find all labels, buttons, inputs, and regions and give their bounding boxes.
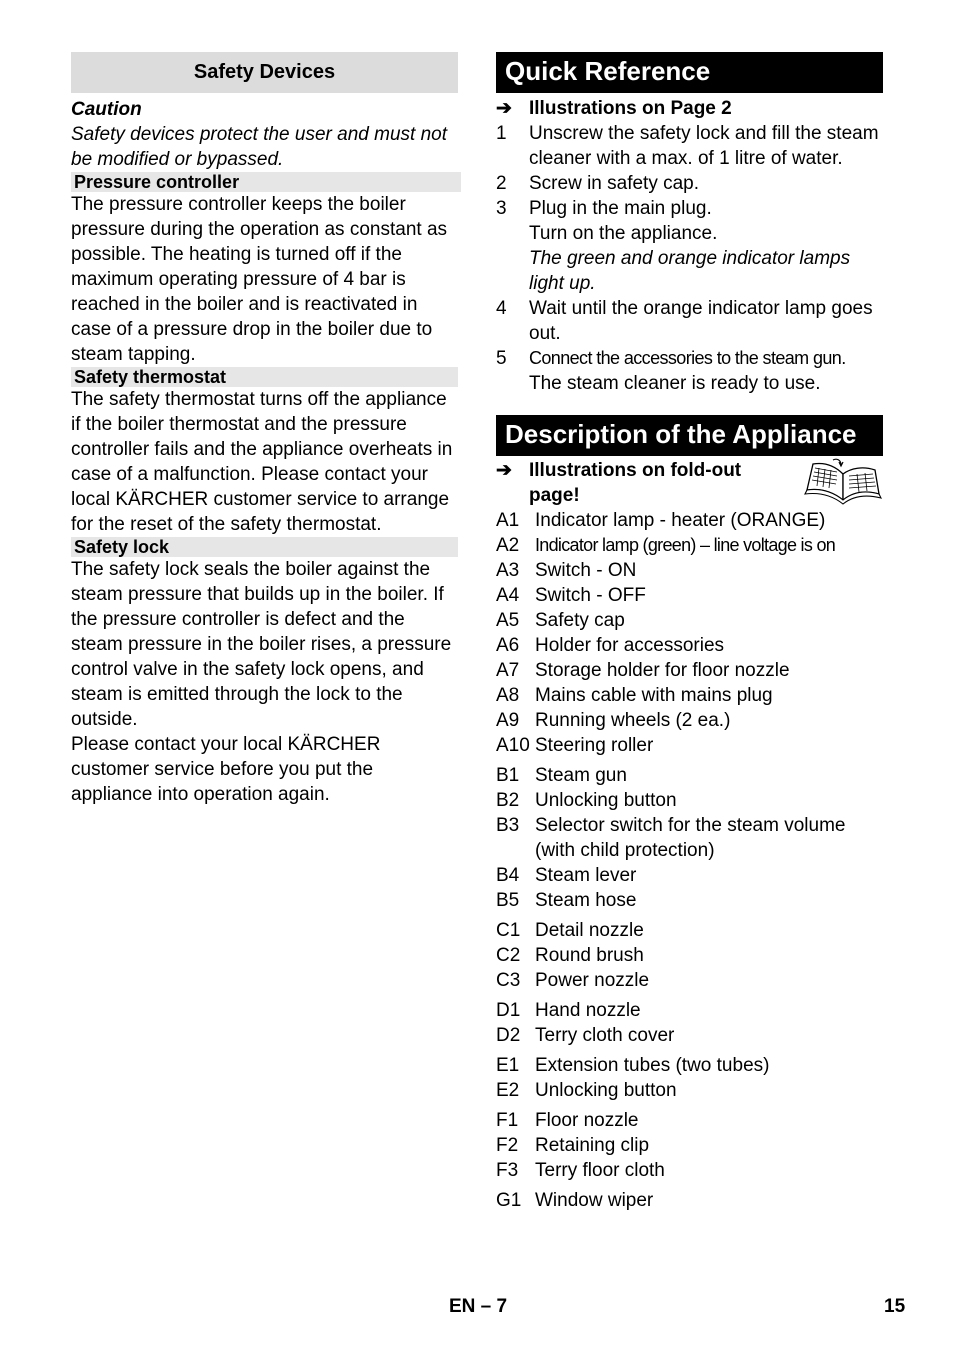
step-number: 3 (496, 198, 507, 219)
part-label: A3 (496, 560, 520, 581)
quick-step (496, 246, 883, 296)
part-label: A7 (496, 660, 520, 681)
step-text: The green and orange indicator lamps light up. (529, 248, 851, 294)
step-text: Turn on the appliance. (529, 223, 718, 244)
part-item (496, 658, 883, 683)
part-label: A1 (496, 510, 520, 531)
part-label: A10 (496, 735, 530, 756)
step-number: 5 (496, 348, 507, 369)
caution-block (71, 97, 458, 172)
step-text: Connect the accessories to the steam gun. (529, 348, 846, 368)
step-text: Screw in safety cap. (529, 173, 700, 194)
part-item (496, 558, 883, 583)
quick-steps-list (496, 121, 883, 396)
page-number: 15 (884, 1296, 906, 1317)
part-item (496, 863, 883, 888)
part-label: A9 (496, 710, 520, 731)
parts-group (496, 763, 883, 913)
part-label: D1 (496, 1000, 521, 1021)
step-number: 4 (496, 298, 507, 319)
part-item (496, 968, 883, 993)
parts-group (496, 1108, 883, 1183)
part-item (496, 683, 883, 708)
part-text: Running wheels (2 ea.) (535, 710, 731, 731)
step-text: Wait until the orange indicator lamp goes out. (529, 298, 873, 344)
part-label: A5 (496, 610, 520, 631)
part-item (496, 733, 883, 758)
part-text: Mains cable with mains plug (535, 685, 773, 706)
part-item (496, 1078, 883, 1103)
part-text: Steering roller (535, 735, 654, 756)
part-item (496, 708, 883, 733)
footer-language-page: EN – 7 (449, 1296, 508, 1317)
part-label: C2 (496, 945, 521, 966)
description-heading: Description of the Appliance (496, 415, 883, 456)
part-label: G1 (496, 1190, 522, 1211)
arrow-right-icon: ➔ (496, 460, 512, 481)
part-text: Holder for accessories (535, 635, 725, 656)
part-label: B2 (496, 790, 520, 811)
part-text: Retaining clip (535, 1135, 650, 1156)
safety-lock-text: The safety lock seals the boiler against the steam pressure that builds up in the boiler. If the pressure controller is defect and the steam pressure in the boiler rises, a pressure control valve in the safety lock opens, and steam is emitted through the lock to the outside. (71, 559, 452, 730)
part-text: Power nozzle (535, 970, 650, 991)
part-text: Terry cloth cover (535, 1025, 675, 1046)
part-item (496, 633, 883, 658)
part-label: C1 (496, 920, 521, 941)
part-text: Terry floor cloth (535, 1160, 665, 1181)
part-label: C3 (496, 970, 521, 991)
right-column (496, 52, 883, 1218)
part-item (496, 1108, 883, 1133)
step-number: 2 (496, 173, 507, 194)
part-text: Window wiper (535, 1190, 654, 1211)
quick-step (496, 171, 883, 196)
part-item (496, 918, 883, 943)
part-text: Steam hose (535, 890, 637, 911)
part-label: B4 (496, 865, 520, 886)
quick-illustrations-note: ➔ Illustrations on Page 2 (496, 98, 732, 119)
part-label: B1 (496, 765, 520, 786)
part-item (496, 608, 883, 633)
step-number: 1 (496, 123, 507, 144)
part-text: Hand nozzle (535, 1000, 641, 1021)
part-text: Steam lever (535, 865, 637, 886)
part-item (496, 813, 883, 863)
quick-step (496, 296, 883, 346)
part-text: Floor nozzle (535, 1110, 639, 1131)
part-item (496, 583, 883, 608)
safety-lock-heading: Safety lock (71, 537, 458, 557)
part-text: Unlocking button (535, 790, 677, 811)
part-item (496, 788, 883, 813)
quick-step (496, 221, 883, 246)
part-label: F2 (496, 1135, 519, 1156)
part-item (496, 888, 883, 913)
parts-group (496, 508, 883, 758)
part-text: Detail nozzle (535, 920, 644, 941)
open-book-icon (803, 456, 883, 508)
part-item (496, 508, 883, 533)
quick-reference-heading: Quick Reference (496, 52, 883, 93)
part-text: Switch - OFF (535, 585, 646, 606)
arrow-right-icon: ➔ (496, 98, 512, 119)
part-label: E2 (496, 1080, 520, 1101)
part-item (496, 998, 883, 1023)
quick-step (496, 346, 883, 371)
part-text: Round brush (535, 945, 644, 966)
part-label: D2 (496, 1025, 521, 1046)
part-label: F3 (496, 1160, 519, 1181)
part-item (496, 1053, 883, 1078)
part-label: A8 (496, 685, 520, 706)
safety-thermostat-heading: Safety thermostat (71, 367, 458, 387)
part-text: Storage holder for floor nozzle (535, 660, 790, 681)
part-item (496, 1023, 883, 1048)
part-text: Switch - ON (535, 560, 637, 581)
part-text: Indicator lamp - heater (ORANGE) (535, 510, 826, 531)
caution-title: Caution (71, 99, 142, 120)
part-text: Safety cap (535, 610, 625, 631)
part-label: F1 (496, 1110, 519, 1131)
safety-lock-contact-text: Please contact your local KÄRCHER customer service before you put the appliance into operation again. (71, 734, 381, 805)
part-item (496, 943, 883, 968)
part-text: Indicator lamp (green) – line voltage is on (535, 535, 836, 555)
part-label: B3 (496, 815, 520, 836)
description-illustrations-note: ➔ Illustrations on fold-out page! (496, 458, 883, 508)
part-item (496, 763, 883, 788)
parts-group (496, 1053, 883, 1103)
quick-step (496, 371, 883, 396)
caution-text: Safety devices protect the user and must not be modified or bypassed. (71, 124, 447, 170)
part-text: Extension tubes (two tubes) (535, 1055, 770, 1076)
part-item (496, 1158, 883, 1183)
parts-group (496, 998, 883, 1048)
description-parts-list (496, 508, 883, 1213)
part-item (496, 1188, 883, 1213)
safety-thermostat-text: The safety thermostat turns off the appliance if the boiler thermostat and the pressure controller fails and the appliance overheats in case of a malfunction. Please contact your local KÄRCHER customer service to arrange for the reset of the safety thermostat. (71, 389, 453, 535)
step-text: Unscrew the safety lock and fill the steam cleaner with a max. of 1 litre of water. (529, 123, 879, 169)
pressure-controller-text: The pressure controller keeps the boiler pressure during the operation as constant as possible. The heating is turned off if the maximum operating pressure of 4 bar is reached in the boiler and is reactivated in case of a pressure drop in the boiler due to steam tapping. (71, 194, 448, 365)
quick-step (496, 196, 883, 221)
step-text: Plug in the main plug. (529, 198, 712, 219)
part-label: A6 (496, 635, 520, 656)
parts-group (496, 1188, 883, 1213)
quick-step (496, 121, 883, 171)
left-column (71, 52, 458, 807)
part-text: Selector switch for the steam volume (with child protection) (535, 815, 846, 861)
part-label: B5 (496, 890, 520, 911)
part-label: A2 (496, 535, 520, 556)
part-item (496, 1133, 883, 1158)
part-item (496, 533, 883, 558)
part-text: Unlocking button (535, 1080, 677, 1101)
part-label: E1 (496, 1055, 520, 1076)
part-label: A4 (496, 585, 520, 606)
pressure-controller-heading: Pressure controller (71, 172, 461, 192)
parts-group (496, 918, 883, 993)
step-text: The steam cleaner is ready to use. (529, 373, 821, 394)
safety-devices-heading: Safety Devices (71, 52, 458, 93)
part-text: Steam gun (535, 765, 627, 786)
